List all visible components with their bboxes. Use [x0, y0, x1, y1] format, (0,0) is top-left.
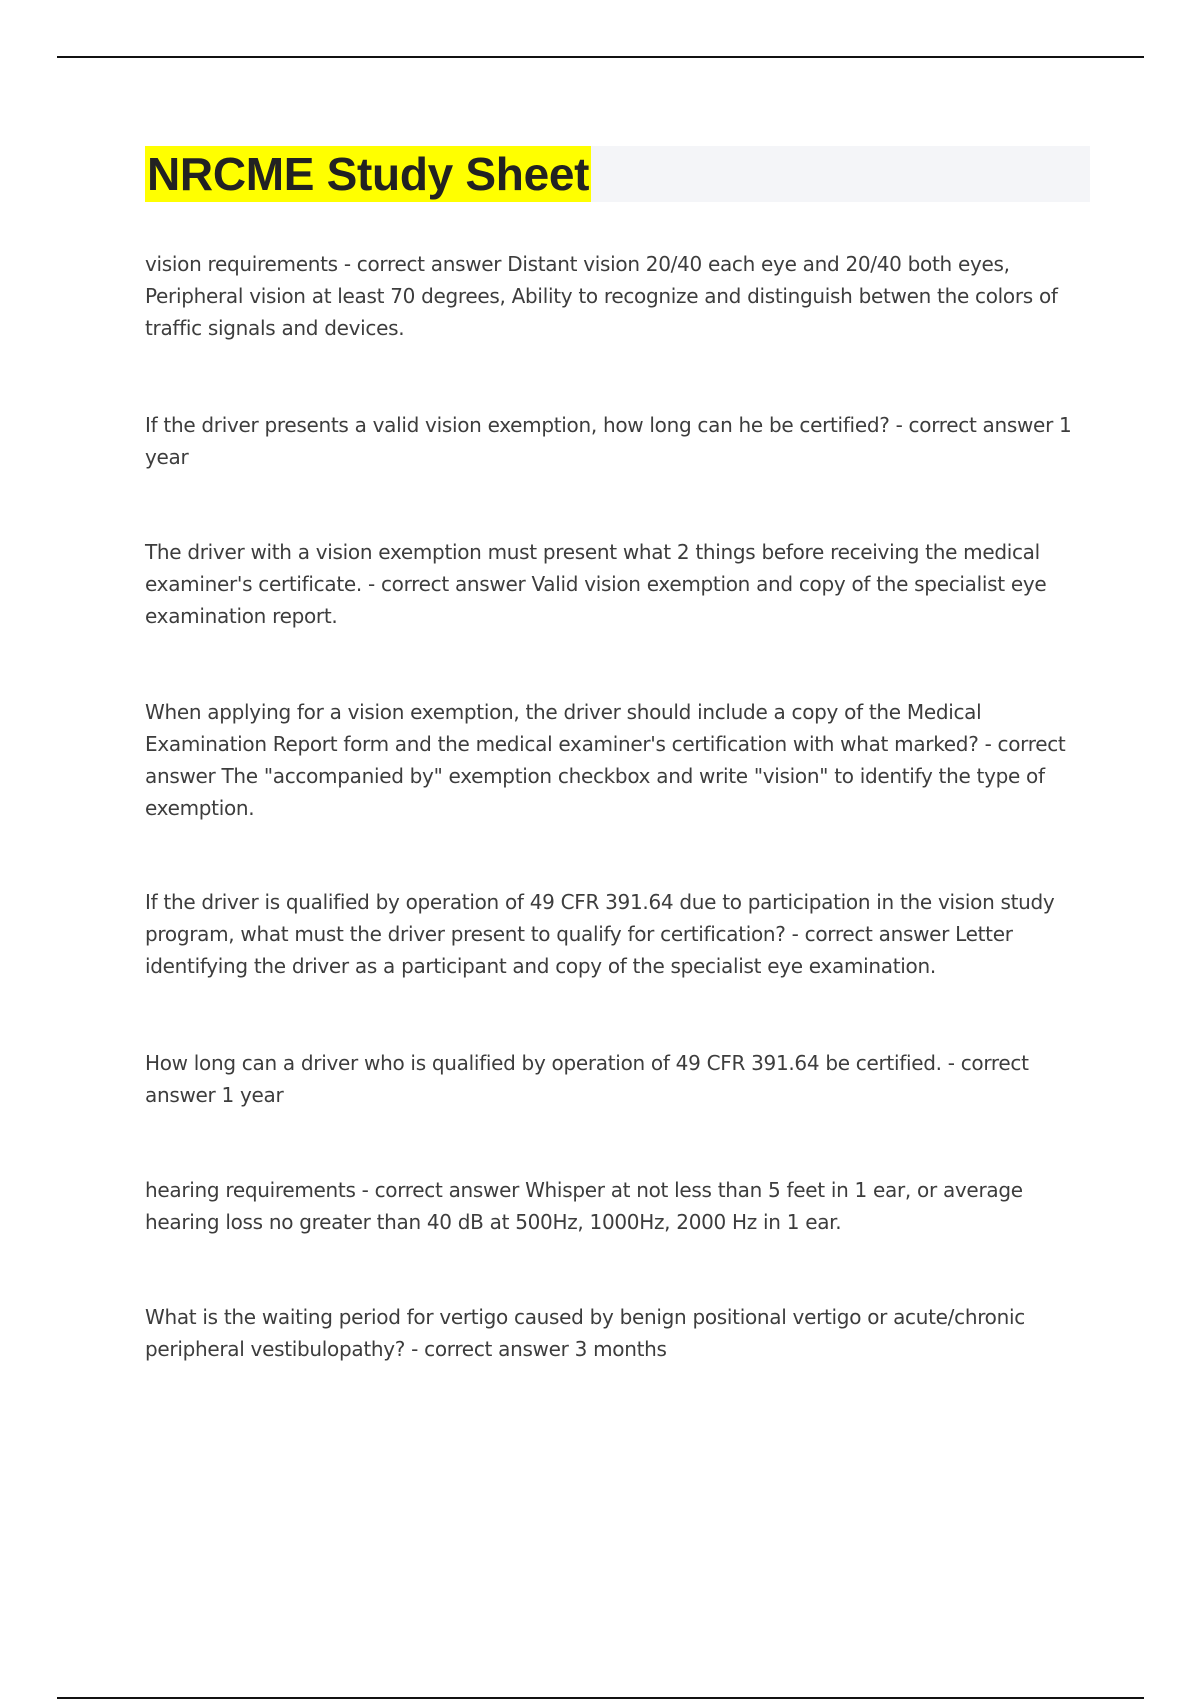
qa-item-vision-exemption-duration: If the driver presents a valid vision exemption, how long can he be certified? - correct answer 1 year	[145, 413, 1072, 469]
bottom-rule	[57, 1697, 1144, 1699]
top-rule	[57, 56, 1144, 58]
qa-item-vertigo-waiting-period: What is the waiting period for vertigo caused by benign positional vertigo or acute/chronic peripheral vestibulopathy? - correct answer 3 months	[145, 1305, 1025, 1361]
qa-item-vision-requirements: vision requirements - correct answer Distant vision 20/40 each eye and 20/40 both eyes, Peripheral vision at least 70 degrees, Ability to recognize and distinguish betwen the colors of traffic signals and devices.	[145, 252, 1058, 340]
qa-item-vision-study-program: If the driver is qualified by operation of 49 CFR 391.64 due to participation in the vision study program, what must the driver present to qualify for certification? - correct answer Letter identifying the driver as a participant and copy of the specialist eye examination.	[145, 890, 1055, 978]
title-bar	[145, 146, 1090, 202]
qa-item-hearing-requirements: hearing requirements - correct answer Whisper at not less than 5 feet in 1 ear, or average hearing loss no greater than 40 dB at 500Hz, 1000Hz, 2000 Hz in 1 ear.	[145, 1178, 1023, 1234]
qa-item-391-64-certification: How long can a driver who is qualified by operation of 49 CFR 391.64 be certified. - correct answer 1 year	[145, 1051, 1029, 1107]
qa-list	[145, 248, 1090, 1365]
page-title: NRCME Study Sheet	[147, 148, 590, 200]
qa-item-vision-exemption-documents: The driver with a vision exemption must present what 2 things before receiving the medical examiner's certificate. - correct answer Valid vision exemption and copy of the specialist eye examination report.	[145, 540, 1047, 628]
qa-item-vision-exemption-application: When applying for a vision exemption, the driver should include a copy of the Medical Examination Report form and the medical examiner's certification with what marked? - correct answer The "accompanied by" exemption checkbox and write "vision" to identify the type of exemption.	[145, 700, 1066, 820]
